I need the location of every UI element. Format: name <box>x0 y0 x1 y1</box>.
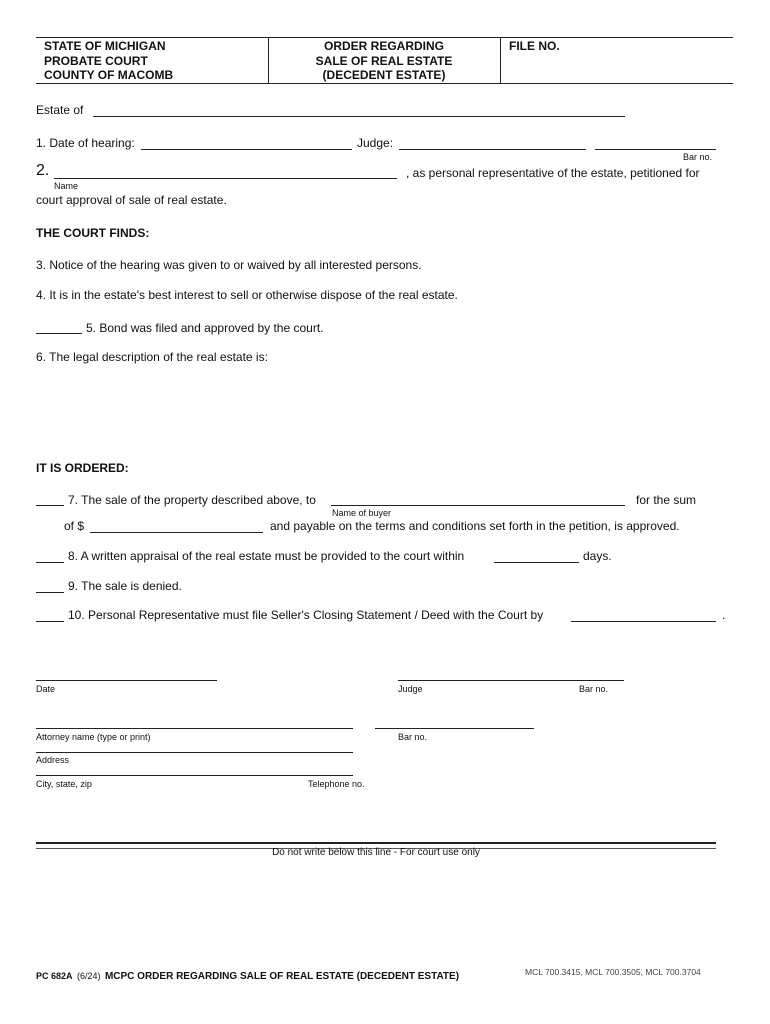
estate-name-field[interactable] <box>93 116 625 117</box>
appraisal-days-field[interactable] <box>494 562 579 563</box>
header-top-rule <box>36 37 733 38</box>
header-bottom-rule <box>36 83 733 84</box>
form-title <box>268 39 500 83</box>
finding-3: 3. Notice of the hearing was given to or waived by all interested persons. <box>36 258 422 272</box>
buyer-name-field[interactable] <box>331 505 625 506</box>
telephone-label: Telephone no. <box>308 779 365 789</box>
date-label: Date <box>36 684 56 694</box>
footer-title: MCPC ORDER REGARDING SALE OF REAL ESTATE (DECEDENT ESTATE) <box>104 971 460 982</box>
city-state-zip-field[interactable] <box>36 775 353 776</box>
attorney-name-label: Attorney name (type or print) <box>36 732 151 742</box>
file-no-field[interactable] <box>502 52 730 81</box>
city-state-zip-label: City, state, zip <box>36 779 92 789</box>
order-10-text: 10. Personal Representative must file Seller's Closing Statement / Deed with the Court by <box>68 608 544 622</box>
finding-6: 6. The legal description of the real estate is: <box>36 350 268 364</box>
finding-4: 4. It is in the estate's best interest to sell or otherwise dispose of the real estate. <box>36 288 458 302</box>
court-finds-heading: THE COURT FINDS: <box>36 226 150 240</box>
attorney-name-field[interactable] <box>36 728 353 729</box>
file-no-label: FILE NO. <box>509 39 560 53</box>
name-label: Name <box>54 181 79 191</box>
ordered-heading: IT IS ORDERED: <box>36 461 129 475</box>
order-8-checkbox-line[interactable] <box>36 562 64 563</box>
estate-of-label: Estate of <box>36 103 84 117</box>
address-label: Address <box>36 755 70 765</box>
order-8-text: 8. A written appraisal of the real estate must be provided to the court within <box>68 549 465 563</box>
judge-bar-no-label: Bar no. <box>683 152 713 162</box>
form-title-line-3: (DECEDENT ESTATE) <box>322 68 446 82</box>
sum-amount-field[interactable] <box>90 532 263 533</box>
form-title-line-1: ORDER REGARDING <box>323 39 444 53</box>
court-use-only-label: Do not write below this line - For court use only <box>272 847 480 858</box>
order-7-suffix: for the sum <box>636 493 697 507</box>
order-10-period: . <box>722 608 726 622</box>
order-10-checkbox-line[interactable] <box>36 621 64 622</box>
header-divider-2 <box>500 37 501 83</box>
court-type: PROBATE COURT <box>44 53 148 68</box>
attorney-bar-no-field[interactable] <box>375 728 534 729</box>
judge-signature-label: Judge <box>398 684 423 694</box>
closing-statement-date-field[interactable] <box>571 621 716 622</box>
footer-statutes: MCL 700.3415, MCL 700.3505, MCL 700.3704 <box>525 967 701 977</box>
date-signature-field[interactable] <box>36 680 217 681</box>
order-9-checkbox-line[interactable] <box>36 592 64 593</box>
order-8-suffix: days. <box>583 549 612 563</box>
judge-field[interactable] <box>399 149 586 150</box>
form-title-line-2: SALE OF REAL ESTATE <box>315 53 453 68</box>
attorney-bar-no-label: Bar no. <box>398 732 428 742</box>
judge-bar-no-field[interactable] <box>595 149 716 150</box>
form-footer <box>36 966 459 984</box>
judge-signature-field[interactable] <box>398 680 624 681</box>
date-of-hearing-field[interactable] <box>141 149 352 150</box>
order-7-text: 7. The sale of the property described above, to <box>68 493 316 507</box>
item-2-number: 2. <box>36 162 50 179</box>
address-field[interactable] <box>36 752 353 753</box>
signature-bar-no-label: Bar no. <box>579 684 609 694</box>
court-county: COUNTY OF MACOMB <box>44 68 174 82</box>
legal-description-area[interactable] <box>36 368 726 448</box>
item-2-text: , as personal representative of the estate, petitioned for <box>406 166 700 180</box>
finding-5: 5. Bond was filed and approved by the court. <box>86 321 324 335</box>
finding-5-checkbox-line[interactable] <box>36 333 82 334</box>
date-of-hearing-label: 1. Date of hearing: <box>36 136 135 150</box>
form-revision: (6/24) <box>76 971 101 981</box>
court-state: STATE OF MICHIGAN <box>44 39 166 53</box>
name-of-buyer-label: Name of buyer <box>332 508 392 518</box>
order-9-text: 9. The sale is denied. <box>68 579 182 593</box>
order-7-continuation: and payable on the terms and conditions set forth in the petition, is approved. <box>270 519 680 533</box>
sum-prefix: of $ <box>64 519 85 533</box>
court-name <box>44 39 173 83</box>
personal-representative-name-field[interactable] <box>54 178 397 179</box>
judge-label: Judge: <box>357 136 394 150</box>
item-2-continuation: court approval of sale of real estate. <box>36 193 227 207</box>
order-7-checkbox-line[interactable] <box>36 505 64 506</box>
form-id: PC 682A <box>36 971 73 981</box>
